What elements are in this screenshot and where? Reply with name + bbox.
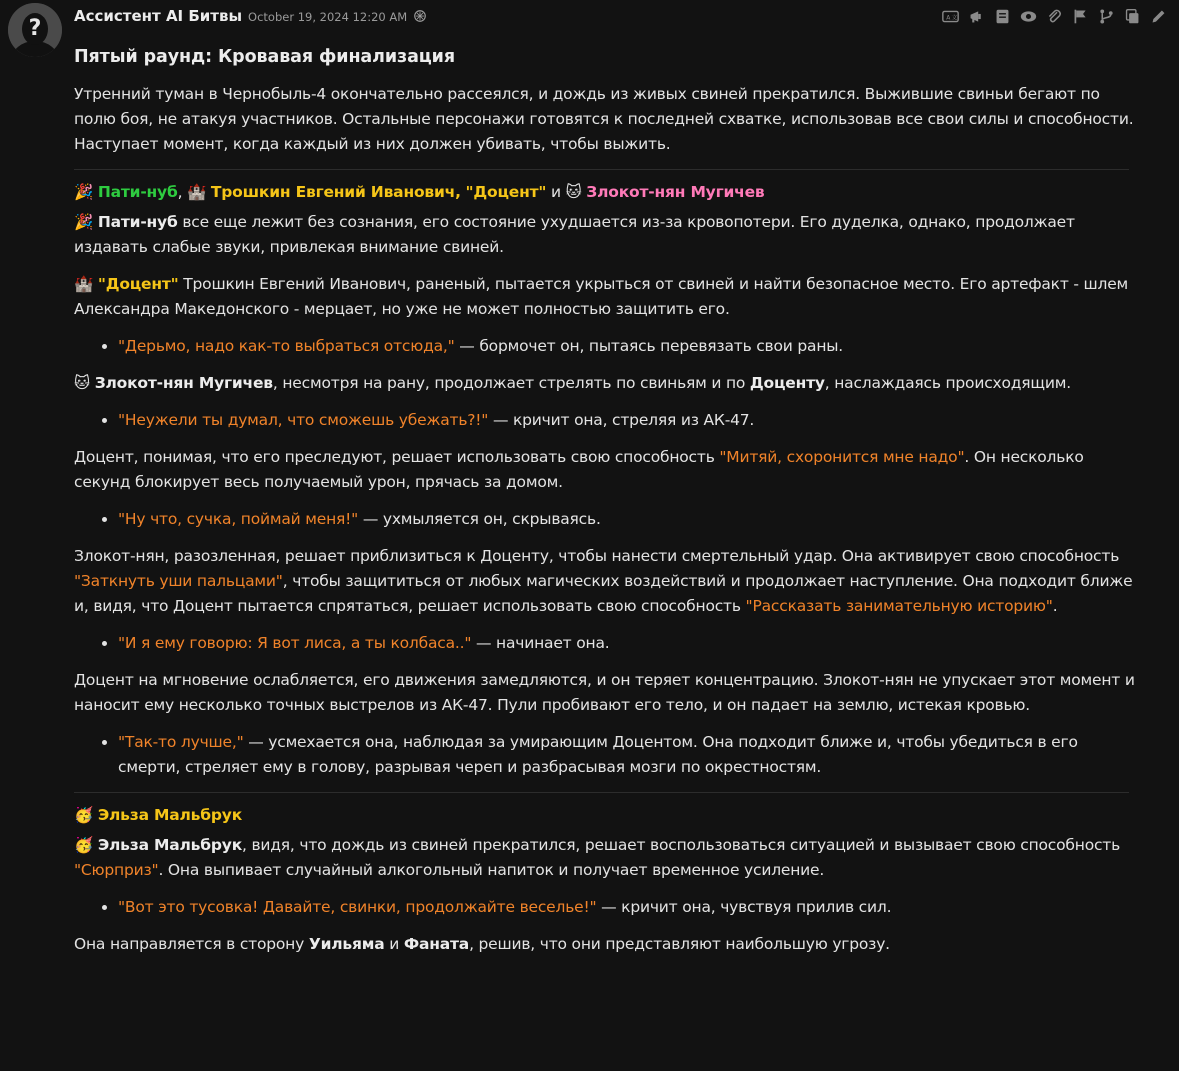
note-icon[interactable] (993, 7, 1011, 25)
svg-text:文: 文 (950, 13, 957, 21)
paragraph-elsa-target (74, 932, 1144, 957)
group-heading-2 (74, 803, 1144, 828)
paragraph-text: Доцент, понимая, что его преследуют, решает использовать свою способность (74, 448, 720, 466)
paragraph-zlokot (74, 371, 1144, 396)
paragraph-text: . (1052, 597, 1058, 615)
paragraph-docent-falls: Доцент на мгновение ослабляется, его движения замедляются, и он теряет концентрацию. Злокот-нян не упускает этот момент и наносит ему несколько точных выстрелов из АК-47. Пули пробивают его тело, и он падает на землю, истекая кровью. (74, 671, 1135, 714)
message-header (74, 6, 427, 25)
list-text: — кричит она, стреляя из АК-47. (488, 411, 755, 429)
party-face-emoji: 🥳 (74, 806, 94, 824)
paragraph-text: и (384, 935, 404, 953)
paragraph-docent (74, 272, 1144, 322)
paragraph-party-noob (74, 210, 1144, 260)
quote-list-2 (118, 408, 1144, 433)
branch-icon[interactable] (1097, 7, 1115, 25)
list-text: — усмехается она, наблюдая за умирающим Доцентом. Она подходит ближе и, чтобы убедиться в его смерти, стреляет ему в голову, разрывая череп и разбрасывая мозги по окрестностям. (118, 733, 1078, 776)
character-name-zlokot: Злокот-нян Мугичев (586, 183, 765, 201)
message-toolbar (941, 7, 1167, 25)
divider (74, 169, 1129, 170)
list-text: — кричит она, чувствуя прилив сил. (596, 898, 892, 916)
round-title: Пятый раунд: Кровавая финализация (74, 47, 455, 67)
avatar-silhouette-icon (8, 3, 62, 57)
paragraph-text: , решив, что они представляют наибольшую угрозу. (469, 935, 890, 953)
eye-icon[interactable] (1019, 7, 1037, 25)
group-heading-1 (74, 180, 1144, 205)
message-content (74, 45, 1144, 969)
avatar[interactable] (8, 3, 62, 57)
dialogue-quote: "Вот это тусовка! Давайте, свинки, продолжайте веселье!" (118, 898, 597, 916)
character-name-elsa: Эльза Мальбрук (97, 806, 243, 824)
paragraph-text: . Он несколько секунд блокирует весь получаемый урон, прячась за домом. (74, 448, 1084, 491)
list-item (118, 408, 1144, 433)
list-item (118, 334, 1144, 359)
author-name[interactable]: Ассистент AI Битвы (74, 7, 243, 25)
quote-list-5 (118, 730, 1144, 780)
paragraph-docent-ability (74, 445, 1144, 495)
paragraph-text: . Она выпивает случайный алкогольный напиток и получает временное усиление. (158, 861, 825, 879)
openai-icon (413, 8, 427, 22)
timestamp: October 19, 2024 12:20 AM (248, 10, 408, 24)
party-emoji: 🎉 (74, 213, 94, 231)
translate-icon[interactable] (941, 7, 959, 25)
ability-name: "Рассказать занимательную историю" (745, 597, 1053, 615)
dialogue-quote: "Ну что, сучка, поймай меня!" (118, 510, 359, 528)
party-emoji: 🎉 (74, 183, 94, 201)
megaphone-icon[interactable] (967, 7, 985, 25)
edit-icon[interactable] (1149, 7, 1167, 25)
paragraph-text: все еще лежит без сознания, его состояние ухудшается из-за кровопотери. Его дуделка, однако, продолжает издавать слабые звуки, привлекая внимание свиней. (74, 213, 1075, 256)
character-name-party-noob: Пати-нуб (97, 183, 178, 201)
list-item (118, 507, 1144, 532)
paragraph-zlokot-ability (74, 544, 1144, 619)
cat-emoji: 🐱 (565, 183, 582, 201)
castle-emoji: 🏰 (187, 183, 207, 201)
quote-list-1 (118, 334, 1144, 359)
character-nickname-docent: "Доцент" (465, 183, 547, 201)
paragraph-text: , наслаждаясь происходящим. (824, 374, 1071, 392)
paragraph-text: Трошкин Евгений Иванович, раненый, пытается укрыться от свиней и найти безопасное место. Его артефакт - шлем Александра Македонского - мерцает, но уже не может полностью защитить его. (74, 275, 1129, 318)
paragraph-text: Она направляется в сторону (74, 935, 309, 953)
dialogue-quote: "Так-то лучше," (118, 733, 244, 751)
paragraph-text: , несмотря на рану, продолжает стрелять по свиньям и по (272, 374, 750, 392)
bold-name-docent: Доценту (749, 374, 825, 392)
paragraph-text: , видя, что дождь из свиней прекратился, решает воспользоваться ситуацией и вызывает свою способность (242, 836, 1121, 854)
bold-name: Эльза Мальбрук (97, 836, 243, 854)
svg-text:A: A (945, 13, 950, 21)
party-face-emoji: 🥳 (74, 836, 94, 854)
character-name-troshkin: Трошкин Евгений Иванович, (210, 183, 461, 201)
list-item (118, 631, 1144, 656)
paragraph-text: Злокот-нян, разозленная, решает приблизиться к Доценту, чтобы нанести смертельный удар. Она активирует свою способность (74, 547, 1120, 565)
quote-list-4 (118, 631, 1144, 656)
nickname-docent: "Доцент" (97, 275, 179, 293)
paragraph-text: , чтобы защититься от любых магических воздействий и продолжает наступление. Она подходит ближе и, видя, что Доцент пытается спрятаться, решает использовать свою способность (74, 572, 1133, 615)
bold-name: Злокот-нян Мугичев (94, 374, 273, 392)
copy-icon[interactable] (1123, 7, 1141, 25)
bold-name: Пати-нуб (97, 213, 178, 231)
svg-text:?: ? (28, 16, 42, 41)
list-text: — ухмыляется он, скрываясь. (358, 510, 601, 528)
paperclip-icon[interactable] (1045, 7, 1063, 25)
divider (74, 792, 1129, 793)
flag-icon[interactable] (1071, 7, 1089, 25)
bold-name-william: Уильяма (308, 935, 385, 953)
dialogue-quote: "Неужели ты думал, что сможешь убежать?!" (118, 411, 489, 429)
paragraph-elsa (74, 833, 1144, 883)
intro-paragraph: Утренний туман в Чернобыль-4 окончательно рассеялся, и дождь из живых свиней прекратился. Выжившие свиньи бегают по полю боя, не атакуя участников. Остальные персонажи готовятся к последней схватке, использовав все свои силы и способности. Наступает момент, когда каждый из них должен убивать, чтобы выжить. (74, 85, 1134, 153)
separator: , (177, 183, 188, 201)
list-text: — начинает она. (471, 634, 610, 652)
list-text: — бормочет он, пытаясь перевязать свои раны. (454, 337, 844, 355)
ability-name: "Сюрприз" (74, 861, 159, 879)
bold-name-fan: Фаната (403, 935, 470, 953)
dialogue-quote: "Дерьмо, надо как-то выбраться отсюда," (118, 337, 455, 355)
ability-name: "Митяй, схоронится мне надо" (719, 448, 965, 466)
dialogue-quote: "И я ему говорю: Я вот лиса, а ты колбаса.." (118, 634, 472, 652)
cat-emoji: 🐱 (74, 374, 90, 392)
ability-name: "Заткнуть уши пальцами" (74, 572, 283, 590)
list-item (118, 730, 1144, 780)
quote-list-6 (118, 895, 1144, 920)
quote-list-3 (118, 507, 1144, 532)
castle-emoji: 🏰 (74, 275, 94, 293)
conjunction: и (546, 183, 566, 201)
list-item (118, 895, 1144, 920)
